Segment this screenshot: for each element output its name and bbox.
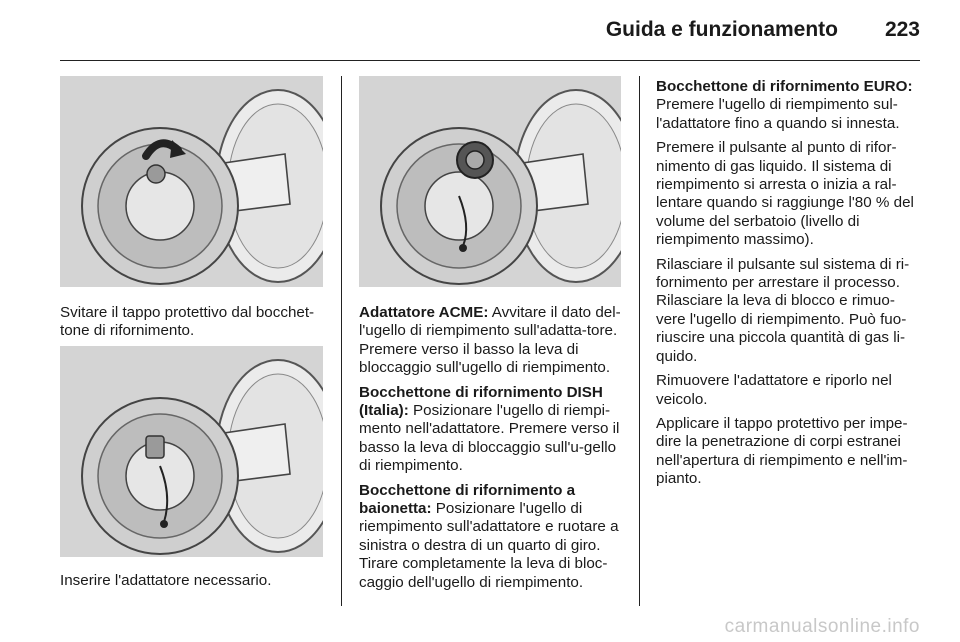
column-divider-2 <box>639 76 640 606</box>
fuel-door-acme-illustration <box>359 76 621 287</box>
fuel-door-adapter-illustration <box>60 346 323 557</box>
figure-acme-adapter <box>359 76 621 287</box>
column-3-text <box>656 78 922 495</box>
page-number: 223 <box>884 18 920 41</box>
caption-unscrew-cap: Svitare il tappo protettivo dal bocchet-tone di rifornimento. <box>60 304 315 340</box>
label-euro: Bocchettone di rifornimento EURO: <box>656 78 913 95</box>
caption-insert-adapter: Inserire l'adattatore necessario. <box>60 572 272 589</box>
paragraph-euro: Bocchettone di rifornimento EURO: Premere l'ugello di riempimento sul-l'adattatore fino a quando si innesta. <box>656 78 913 132</box>
paragraph-dish: Bocchettone di rifornimento DISH (Italia): Posizionare l'ugello di riempi-mento nell'adattatore. Premere verso il basso la leva di bloccaggio sull'u-gello di riempimento. <box>359 383 620 475</box>
page-header <box>0 0 960 62</box>
figure-insert-adapter <box>60 346 323 557</box>
fuel-door-illustration <box>60 76 323 287</box>
column-divider-1 <box>341 76 342 606</box>
paragraph-release: Rilasciare il pulsante sul sistema di ri-fornimento per arrestare il processo. Rilasciare la leva di blocco e rimuo-vere l'ugello di riempimento. Può fuo-riuscire una piccola quantità di gas li-quido. <box>656 255 910 365</box>
label-acme: Adattatore ACME: <box>359 304 489 321</box>
column-2-text <box>359 304 624 598</box>
header-rule <box>60 60 920 61</box>
label-bayonet: Bocchettone di rifornimento a baionetta: <box>359 481 576 518</box>
figure-unscrew-cap <box>60 76 323 287</box>
paragraph-bayonet: Bocchettone di rifornimento a baionetta: Posizionare l'ugello di riempimento sull'adattatore e ruotare a sinistra o destra di un quarto di giro. Tirare completamente la leva di bloc-caggio dell'ugello di riempimento. <box>359 481 619 591</box>
paragraph-button: Premere il pulsante al punto di rifor-nimento di gas liquido. Il sistema di riempimento si arresta o inizia a ral-lentare quando si raggiunge l'80 % del volume del serbatoio (livello di riempimento massimo). <box>656 139 914 249</box>
paragraph-remove-adapter: Rimuovere l'adattatore e riporlo nel veicolo. <box>656 372 892 408</box>
watermark: carmanualsonline.info <box>724 616 920 637</box>
label-dish: Bocchettone di rifornimento DISH (Italia): <box>359 383 603 420</box>
section-title: Guida e funzionamento <box>605 18 838 41</box>
paragraph-protective-cap: Applicare il tappo protettivo per impe-dire la penetrazione di corpi estranei nell'apertura di riempimento e nell'im-pianto. <box>656 414 908 488</box>
paragraph-acme: Adattatore ACME: Avvitare il dato del-l'ugello di riempimento sull'adatta-tore. Premere verso il basso la leva di bloccaggio sull'ugello di riempimento. <box>359 304 621 377</box>
